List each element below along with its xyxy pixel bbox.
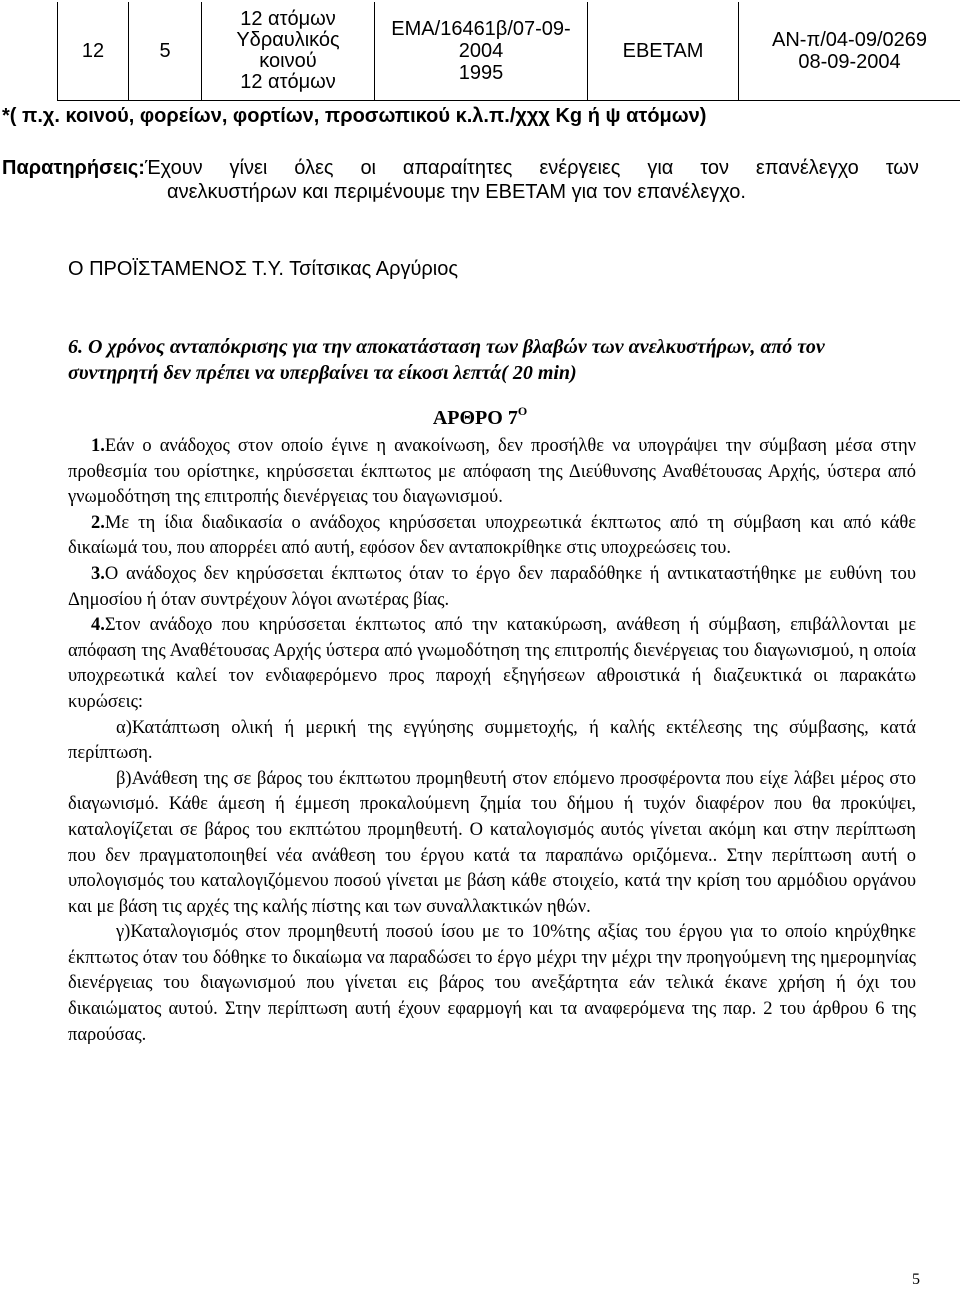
- table-cell-certificate: ΑΝ-π/04-09/0269 08-09-2004: [739, 2, 960, 101]
- elevator-record-table: [57, 2, 960, 101]
- table-cell-stops: 5: [129, 2, 202, 101]
- table-cell-registration: ΕΜΑ/16461β/07-09-2004 1995: [375, 2, 588, 101]
- article-paragraph-3: 3.Ο ανάδοχος δεν κηρύσσεται έκπτωτος όταν το έργο δεν παραδόθηκε ή αντικαταστήθηκε με ευθύνη του Δημοσίου ή όταν συντρέχουν λόγοι ανωτέρας βίας.: [68, 563, 916, 610]
- table-cell-inspector: ΕΒΕΤΑΜ: [588, 2, 739, 101]
- table-cell-count: 12: [58, 2, 129, 101]
- article-paragraph-4: 4.Στον ανάδοχο που κηρύσσεται έκπτωτος από την κατακύρωση, ανάθεση ή σύμβαση, επιβάλλονται με απόφαση της Αναθέτουσας Αρχής ύστερα από γνωμοδότηση της επιτροπής διενέργειας του διαγωνισμού, η οποία υποχρεωτικά καλεί τον ενδιαφερόμενο προς παροχή εξηγήσεων αθροιστικά ή διαζευκτικά οι παρακάτω κυρώσεις:: [68, 615, 916, 712]
- article-paragraph-4a: α)Κατάπτωση ολική ή μερική της εγγύησης συμμετοχής, ή καλής εκτέλεσης της σύμβασης, κατά περίπτωση.: [68, 717, 916, 764]
- signer-line: Ο ΠΡΟΪΣΤΑΜΕΝΟΣ Τ.Υ. Τσίτσικας Αργύριος: [68, 258, 458, 280]
- paragraph-response-time: 6. Ο χρόνος ανταπόκρισης για την αποκατάσταση των βλαβών των ανελκυστήρων, από τον συντηρητή δεν πρέπει να υπερβαίνει τα είκοσι λεπτά( 20 min): [68, 336, 825, 384]
- article-paragraph-1: 1.Εάν ο ανάδοχος στον οποίο έγινε η ανακοίνωση, δεν προσήλθε να υπογράψει την σύμβαση μέσα στην προθεσμία του ορίστηκε, κηρύσσεται έκπτωτος με απόφαση της Διεύθυνσης Αναθέτουσας Αρχής, ύστερα από γνωμοδότηση της επιτροπής διενέργειας του διαγωνισμού.: [68, 436, 916, 508]
- table-row: [58, 2, 960, 101]
- table-footnote: *( π.χ. κοινού, φορείων, φορτίων, προσωπικού κ.λ.π./χχχ Kg ή ψ ατόμων): [2, 105, 707, 127]
- page-number: 5: [912, 1271, 920, 1288]
- remarks-label: Παρατηρήσεις:: [2, 157, 145, 179]
- article-body: [68, 434, 916, 1048]
- remarks-continuation: ανελκυστήρων και περιμένουμε την ΕΒΕΤΑΜ για τον επανέλεγχο.: [167, 181, 746, 203]
- article-paragraph-2: 2.Με τη ίδια διαδικασία ο ανάδοχος κηρύσσεται υποχρεωτικά έκπτωτος από τη σύμβαση και από κάθε δικαίωμά του, που απορρέει από αυτή, εφόσον δεν ανταποκρίθηκε στις υποχρεώσεις του.: [68, 512, 916, 559]
- article-paragraph-4c: γ)Καταλογισμός στον προμηθευτή ποσού ίσου με το 10%της αξίας του έργου για το οποίο κηρύχθηκε έκπτωτος όταν του δόθηκε το δικαίωμα να παραδώσει το έργο μέχρι την μέχρι την προηγούμενη της ημερομηνίας διενέργειας του διαγωνισμού που γίνεται εις βάρος του ανεξάρτητα εάν τελικά έκανε χρήση ή όχι του δικαιώματος αυτού. Στην περίπτωση αυτή έχουν εφαρμογή και τα αναφερόμενα της παρ. 2 του άρθρου 6 της παρούσας.: [68, 922, 916, 1045]
- remarks-line: Παρατηρήσεις:Έχουν γίνει όλες οι απαραίτητες ενέργειες για τον επανέλεγχο των: [2, 157, 919, 179]
- table-cell-type: 12 ατόμων Υδραυλικός κοινού 12 ατόμων: [202, 2, 375, 101]
- article-title: ΑΡΘΡΟ $7^O$: [432, 404, 528, 429]
- article-paragraph-4b: β)Ανάθεση της σε βάρος του έκπτωτου προμηθευτή στον επόμενο προσφέροντα που είχε λάβει μέρος στο διαγωνισμό. Κάθε άμεση ή έμμεση προκαλούμενη ζημία του δήμου ή τυχόν διαφέρον που θα προκύψει, καταλογίζεται σε βάρος του εκπτώτου προμηθευτή. Ο καταλογισμός αυτός γίνεται ακόμη και στην περίπτωση που δεν πραγματοποιηθεί νέα ανάθεση του έργου κατά τα παραπάνω οριζόμενα.. Στην περίπτωση αυτή ο υπολογισμός του καταλογιζόμενου ποσού γίνεται με βάση κάθε στοιχείο, κατά την κρίση του αρμόδιου οργάνου και με βάση τις αρχές της καλής πίστης και των συναλλακτικών ηθών.: [68, 768, 916, 917]
